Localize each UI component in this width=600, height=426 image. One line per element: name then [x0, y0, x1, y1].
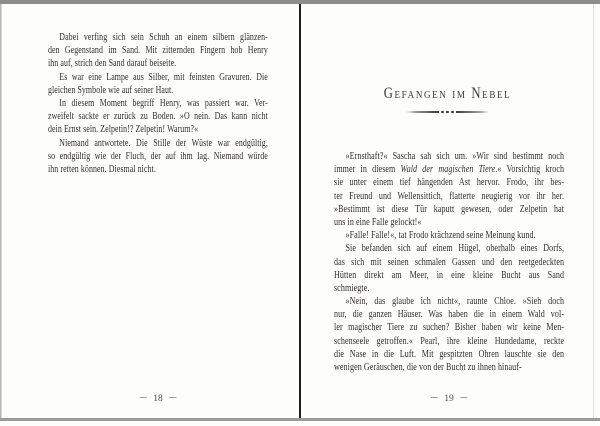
text-line: ter Freund und Wellensittich, flatterte neugierig vor ihr her. [334, 190, 565, 202]
text-line: so endgültig wie der Fluch, der auf ihm lag. Niemand würde [48, 150, 268, 162]
book-bottom-edge [0, 418, 600, 421]
text-line: »Nein, das glaube ich nicht«, raunte Chloe. »Sieh doch [345, 296, 565, 308]
text-line: »Ernsthaft?« Sascha sah sich um. »Wir sind bestimmt noch [345, 151, 565, 162]
page-ornament-left: ⁓ [430, 393, 439, 402]
text-line: wenigen Geräuschen, die von der Bucht zu ihnen hinauf- [334, 362, 522, 373]
text-line: uns in eine Falle gelockt!« [334, 216, 422, 228]
text-line: schenseele getroffen.« Pearl, ihre kleine Hundedame, reckte [334, 335, 565, 347]
text-line: In diesem Moment begriff Henry, was passiert war. Ver- [59, 97, 268, 109]
text-line: das sich mit seinen schmalen Gassen und den reetgedeckten [334, 256, 565, 268]
chapter-title: Gefangen im Nebel [383, 85, 512, 102]
text-line: Niemand antwortete. Die Stille der Wüste war endgültig, [59, 137, 268, 149]
left-page [2, 4, 298, 418]
divider-line-right [456, 111, 489, 113]
text-line: Es war eine Lampe aus Silber, mit feinsten Gravuren. Die [59, 71, 268, 83]
right-page [301, 4, 594, 418]
text-line: Dabei verfing sich sein Schuh an einem silbern glänzen- [59, 32, 268, 43]
page-ornament-right: ⁓ [459, 393, 468, 402]
right-page-number-row [334, 393, 564, 405]
page-ornament-left: ⁓ [139, 393, 148, 402]
text-line: schmiegte. [334, 282, 370, 294]
left-page-text [48, 31, 268, 176]
text-line: die Nase in die Luft. Mit gespitzten Ohren lauschte sie den [334, 348, 565, 360]
text-line: »Falle! Falle!«, tat Frodo krächzend seine Meinung kund. [345, 230, 536, 242]
right-page-text [334, 150, 564, 374]
text-line: ihn retten können. Diesmal nicht. [48, 163, 156, 175]
left-page-number-row [48, 393, 268, 405]
page-ornament-right: ⁓ [168, 393, 177, 402]
text-line: »Bestimmt ist diese Tür kaputt gewesen, oder Zelpetin hat [334, 203, 565, 215]
chapter-divider-ornament [403, 109, 493, 115]
text-line: gleichen Symbole wie auf seiner Haut. [48, 84, 174, 96]
page-number: 19 [444, 394, 454, 404]
text-line: sie unter einem tief hängenden Ast hervor. Frodo, ihr bes- [334, 177, 565, 189]
text-line: zweifelt sackte er zurück zu Boden. »O nein. Das kann nicht [48, 111, 268, 123]
page-number: 18 [153, 394, 163, 404]
text-line: ihn auf, strich den Sand darauf beiseite. [48, 58, 177, 70]
text-line: dein Ernst sein. Zelpetin!? Zelpetin! Warum?« [48, 124, 199, 136]
divider-line-left [406, 111, 439, 113]
text-line: Hütten direkt am Meer, in eine kleine Bucht aus Sand [334, 269, 565, 281]
text-line: ler magischer Tiere zu suchen? Bisher haben wir keine Men- [334, 322, 565, 334]
divider-dots-icon [441, 111, 454, 114]
text-line: nur, die ganzen Häuser. Was haben die in einem Wald vol- [334, 309, 565, 321]
text-line: den Gegenstand im Sand. Mit zitternden Fingern hob Henry [48, 45, 268, 57]
text-line: Sie befanden sich auf einem Hügel, oberhalb eines Dorfs, [345, 243, 565, 255]
text-line: immer in diesem Wald der magischen Tiere.« Vorsichtig kroch [334, 164, 565, 176]
